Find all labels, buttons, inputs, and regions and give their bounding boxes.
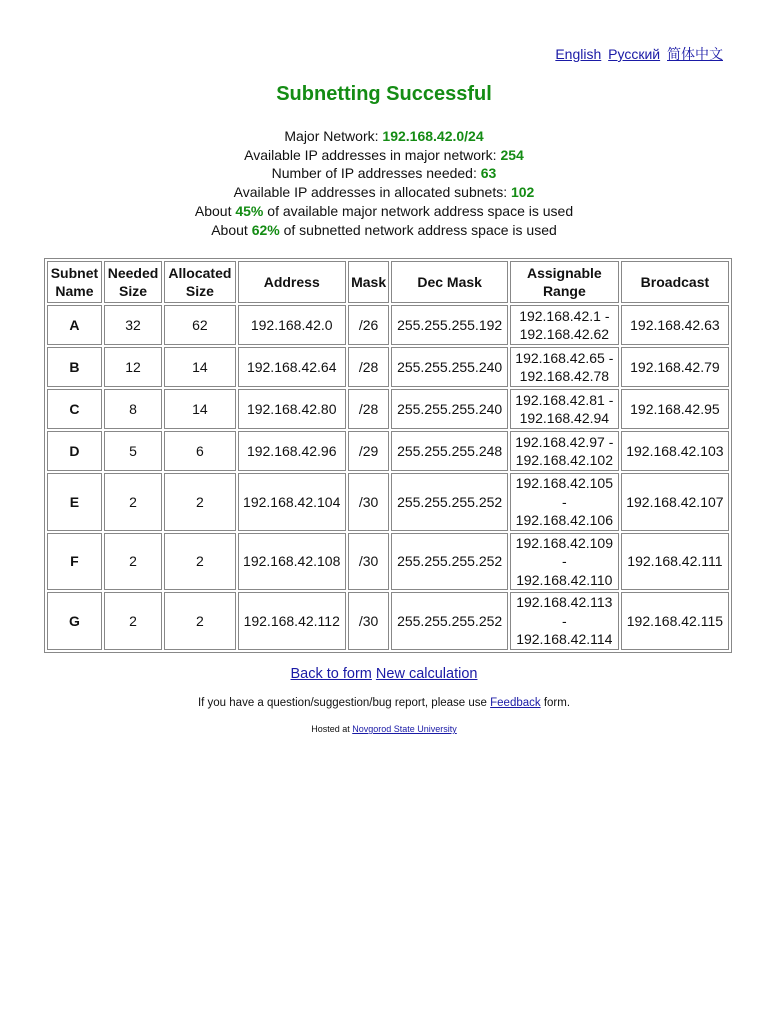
- header-allocated-size: Allocated Size: [164, 261, 236, 303]
- cell-address: 192.168.42.108: [238, 533, 346, 591]
- cell-mask: /30: [348, 473, 390, 531]
- cell-mask: /30: [348, 592, 390, 650]
- cell-assignable-range: 192.168.42.65 - 192.168.42.78: [510, 347, 619, 387]
- cell-broadcast: 192.168.42.79: [621, 347, 729, 387]
- header-address: Address: [238, 261, 346, 303]
- major-usage-line: About 45% of available major network address space is used: [194, 202, 574, 219]
- cell-mask: /29: [348, 431, 390, 471]
- cell-subnet-name: D: [47, 431, 102, 471]
- cell-broadcast: 192.168.42.107: [621, 473, 729, 531]
- university-link[interactable]: Novgorod State University: [352, 724, 457, 734]
- cell-broadcast: 192.168.42.111: [621, 533, 729, 591]
- cell-broadcast: 192.168.42.103: [621, 431, 729, 471]
- header-needed-size: Needed Size: [104, 261, 162, 303]
- cell-broadcast: 192.168.42.63: [621, 305, 729, 345]
- available-major-line: Available IP addresses in major network: 254: [244, 146, 524, 163]
- hosted-line: Hosted at Novgorod State University: [311, 724, 457, 734]
- cell-address: 192.168.42.80: [238, 389, 346, 429]
- header-dec-mask: Dec Mask: [391, 261, 507, 303]
- cell-subnet-name: E: [47, 473, 102, 531]
- lang-chinese-link[interactable]: 简体中文: [667, 46, 723, 62]
- cell-dec-mask: 255.255.255.252: [391, 592, 507, 650]
- cell-mask: /26: [348, 305, 390, 345]
- table-row: [47, 389, 729, 429]
- cell-subnet-name: G: [47, 592, 102, 650]
- available-allocated-value: 102: [510, 184, 535, 201]
- cell-needed-size: 2: [104, 533, 162, 591]
- cell-broadcast: 192.168.42.115: [621, 592, 729, 650]
- lang-russian-link[interactable]: Русский: [608, 46, 661, 62]
- cell-assignable-range: 192.168.42.1 - 192.168.42.62: [510, 305, 619, 345]
- cell-dec-mask: 255.255.255.248: [391, 431, 507, 471]
- cell-mask: /30: [348, 533, 390, 591]
- cell-dec-mask: 255.255.255.192: [391, 305, 507, 345]
- cell-allocated-size: 2: [164, 592, 236, 650]
- cell-allocated-size: 2: [164, 473, 236, 531]
- feedback-line: If you have a question/suggestion/bug report, please use Feedback form.: [197, 697, 571, 709]
- cell-assignable-range: 192.168.42.105 - 192.168.42.106: [510, 473, 619, 531]
- cell-allocated-size: 6: [164, 431, 236, 471]
- cell-assignable-range: 192.168.42.97 - 192.168.42.102: [510, 431, 619, 471]
- table-row: [47, 431, 729, 471]
- major-network-value: 192.168.42.0/24: [382, 128, 484, 144]
- cell-assignable-range: 192.168.42.109 - 192.168.42.110: [510, 533, 619, 591]
- cell-address: 192.168.42.96: [238, 431, 346, 471]
- summary-block: [0, 127, 768, 239]
- cell-dec-mask: 255.255.255.240: [391, 347, 507, 387]
- cell-allocated-size: 14: [164, 347, 236, 387]
- cell-needed-size: 2: [104, 473, 162, 531]
- table-row: [47, 305, 729, 345]
- header-broadcast: Broadcast: [621, 261, 729, 303]
- table-header-row: [47, 261, 729, 303]
- cell-needed-size: 12: [104, 347, 162, 387]
- cell-address: 192.168.42.64: [238, 347, 346, 387]
- header-subnet-name: Subnet Name: [47, 261, 102, 303]
- navigation-links: [0, 666, 768, 682]
- cell-mask: /28: [348, 389, 390, 429]
- major-usage-value: 45%: [235, 202, 264, 219]
- cell-mask: /28: [348, 347, 390, 387]
- cell-needed-size: 32: [104, 305, 162, 345]
- back-to-form-link[interactable]: Back to form: [290, 666, 372, 682]
- cell-address: 192.168.42.104: [238, 473, 346, 531]
- cell-needed-size: 2: [104, 592, 162, 650]
- subnet-table: [44, 258, 732, 653]
- cell-dec-mask: 255.255.255.252: [391, 533, 507, 591]
- cell-assignable-range: 192.168.42.113 - 192.168.42.114: [510, 592, 619, 650]
- header-mask: Mask: [348, 261, 390, 303]
- table-row: [47, 533, 729, 591]
- cell-allocated-size: 62: [164, 305, 236, 345]
- cell-broadcast: 192.168.42.95: [621, 389, 729, 429]
- cell-subnet-name: B: [47, 347, 102, 387]
- language-switcher: [552, 44, 723, 64]
- available-allocated-line: Available IP addresses in allocated subnets: 102: [233, 184, 535, 201]
- lang-english-link[interactable]: English: [555, 46, 602, 62]
- cell-address: 192.168.42.0: [238, 305, 346, 345]
- subnet-usage-line: About 62% of subnetted network address space is used: [211, 221, 557, 238]
- cell-address: 192.168.42.112: [238, 592, 346, 650]
- needed-value: 63: [480, 165, 497, 182]
- available-major-value: 254: [500, 146, 524, 163]
- cell-allocated-size: 2: [164, 533, 236, 591]
- cell-allocated-size: 14: [164, 389, 236, 429]
- cell-needed-size: 5: [104, 431, 162, 471]
- feedback-link[interactable]: Feedback: [490, 697, 541, 709]
- major-network-line: Major Network: 192.168.42.0/24: [284, 128, 484, 144]
- table-body: [47, 305, 729, 650]
- new-calculation-link[interactable]: New calculation: [375, 666, 478, 682]
- page-title: Subnetting Successful: [276, 83, 492, 105]
- cell-dec-mask: 255.255.255.252: [391, 473, 507, 531]
- table-row: [47, 473, 729, 531]
- cell-subnet-name: C: [47, 389, 102, 429]
- table-row: [47, 592, 729, 650]
- table-row: [47, 347, 729, 387]
- cell-subnet-name: F: [47, 533, 102, 591]
- cell-needed-size: 8: [104, 389, 162, 429]
- subnet-usage-value: 62%: [251, 221, 280, 238]
- needed-line: Number of IP addresses needed: 63: [271, 165, 497, 182]
- header-assignable-range: Assignable Range: [510, 261, 619, 303]
- cell-assignable-range: 192.168.42.81 - 192.168.42.94: [510, 389, 619, 429]
- cell-subnet-name: A: [47, 305, 102, 345]
- cell-dec-mask: 255.255.255.240: [391, 389, 507, 429]
